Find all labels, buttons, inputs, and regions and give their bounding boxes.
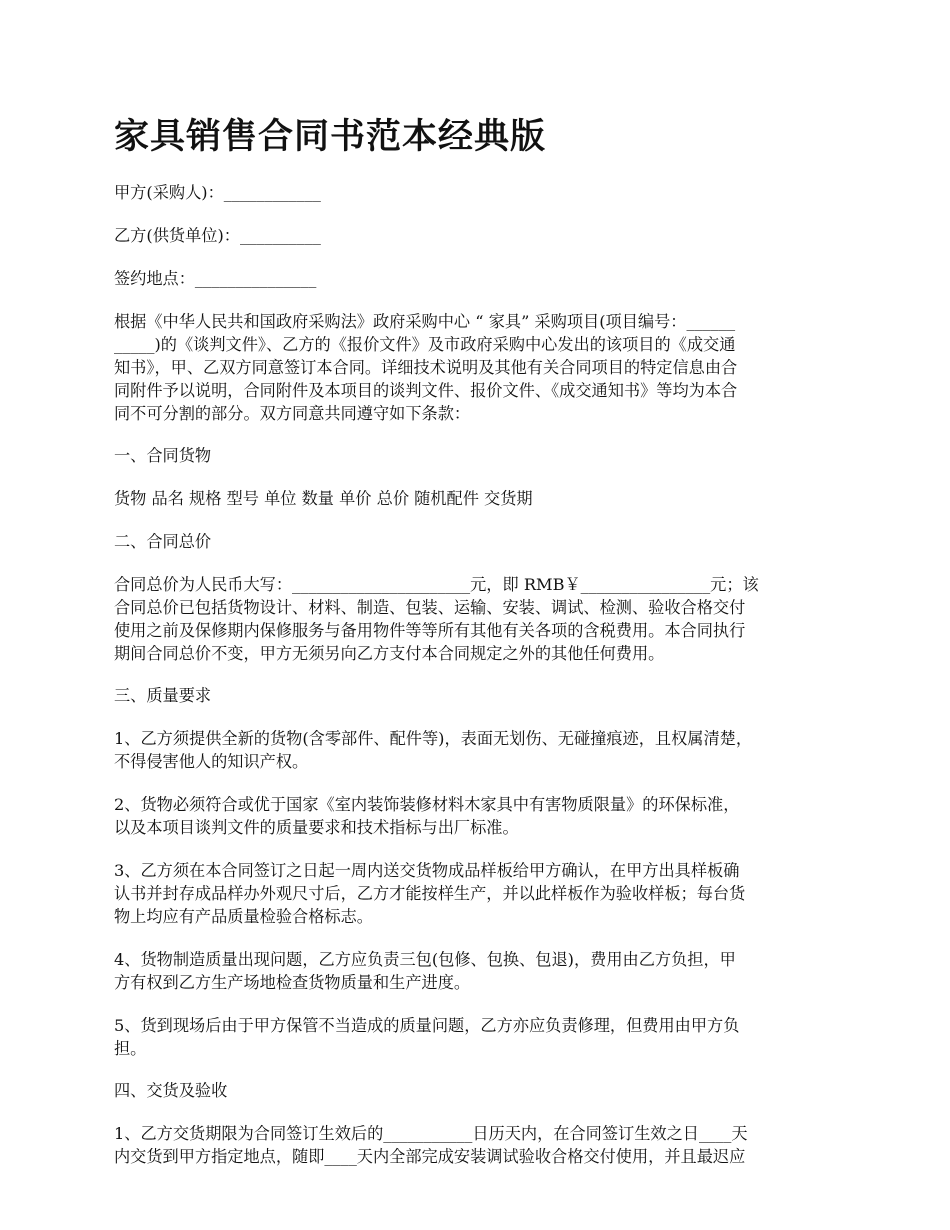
intro-line: 同附件予以说明，合同附件及本项目的谈判文件、报价文件、《成交通知书》等均为本合	[114, 381, 738, 400]
price-line: 期间合同总价不变，甲方无须另向乙方支付本合同规定之外的其他任何费用。	[114, 644, 665, 663]
quality-item-4	[114, 948, 840, 994]
document-title: 家具销售合同书范本经典版	[114, 116, 547, 157]
document-page	[114, 112, 840, 1168]
price-line: 使用之前及保修期内保修服务与备用物件等等所有其他有关各项的含税费用。本合同执行	[114, 621, 746, 640]
quality-item-5	[114, 1014, 840, 1060]
price-paragraph	[114, 573, 840, 665]
quality-item-3	[114, 859, 840, 928]
section-heading: 二、合同总价	[114, 532, 212, 551]
sign-place-line: 签约地点：_______________	[114, 269, 317, 288]
intro-line: 知书》，甲、乙双方同意签订本合同。详细技术说明及其他有关合同项目的特定信息由合	[114, 358, 738, 377]
goods-header-line: 货物 品名 规格 型号 单位 数量 单价 总价 随机配件 交货期	[114, 489, 533, 508]
intro-line: 同不可分割的部分。双方同意共同遵守如下条款：	[114, 404, 471, 423]
section-heading: 四、交货及验收	[114, 1081, 228, 1100]
section-heading: 一、合同货物	[114, 446, 212, 465]
delivery-paragraph	[114, 1122, 840, 1168]
quality-line: 4、货物制造质量出现问题，乙方应负责三包(包修、包换、包退)，费用由乙方负担，甲	[114, 950, 736, 969]
quality-item-1	[114, 727, 840, 773]
quality-line: 不得侵害他人的知识产权。	[114, 752, 309, 771]
intro-line: _____)的《谈判文件》、乙方的《报价文件》及市政府采购中心发出的该项目的《成交通	[114, 335, 736, 354]
quality-line: 以及本项目谈判文件的质量要求和技术指标与出厂标准。	[114, 818, 519, 837]
intro-paragraph	[114, 310, 840, 425]
intro-line: 根据《中华人民共和国政府采购法》政府采购中心 “ 家具” 采购项目(项目编号：______	[114, 312, 736, 331]
delivery-line: 内交货到甲方指定地点，随即____天内全部完成安装调试验收合格交付使用，并且最迟应	[114, 1147, 746, 1166]
price-line: 合同总价为人民币大写：______________________元，即 RMB￥________________元；该	[114, 575, 759, 594]
party-b-line: 乙方(供货单位)：__________	[114, 226, 321, 245]
quality-line: 方有权到乙方生产场地检查货物质量和生产进度。	[114, 973, 471, 992]
quality-line: 1、乙方须提供全新的货物(含零部件、配件等)，表面无划伤、无碰撞痕迹，且权属清楚，	[114, 729, 753, 748]
party-a-line: 甲方(采购人)：____________	[114, 183, 321, 202]
section-heading: 三、质量要求	[114, 686, 212, 705]
price-line: 合同总价已包括货物设计、材料、制造、包装、运输、安装、调试、检测、验收合格交付	[114, 598, 746, 617]
quality-line: 5、货到现场后由于甲方保管不当造成的质量问题，乙方亦应负责修理，但费用由甲方负	[114, 1016, 740, 1035]
quality-item-2	[114, 793, 840, 839]
quality-line: 3、乙方须在本合同签订之日起一周内送交货物成品样板给甲方确认，在甲方出具样板确	[114, 861, 740, 880]
quality-line: 担。	[114, 1039, 147, 1058]
delivery-line: 1、乙方交货期限为合同签订生效后的___________日历天内，在合同签订生效之日____天	[114, 1124, 748, 1143]
quality-line: 认书并封存成品样办外观尺寸后，乙方才能按样生产，并以此样板作为验收样板；每台货	[114, 884, 746, 903]
quality-line: 2、货物必须符合或优于国家《室内装饰装修材料木家具中有害物质限量》的环保标准，	[114, 795, 740, 814]
quality-line: 物上均应有产品质量检验合格标志。	[114, 907, 373, 926]
